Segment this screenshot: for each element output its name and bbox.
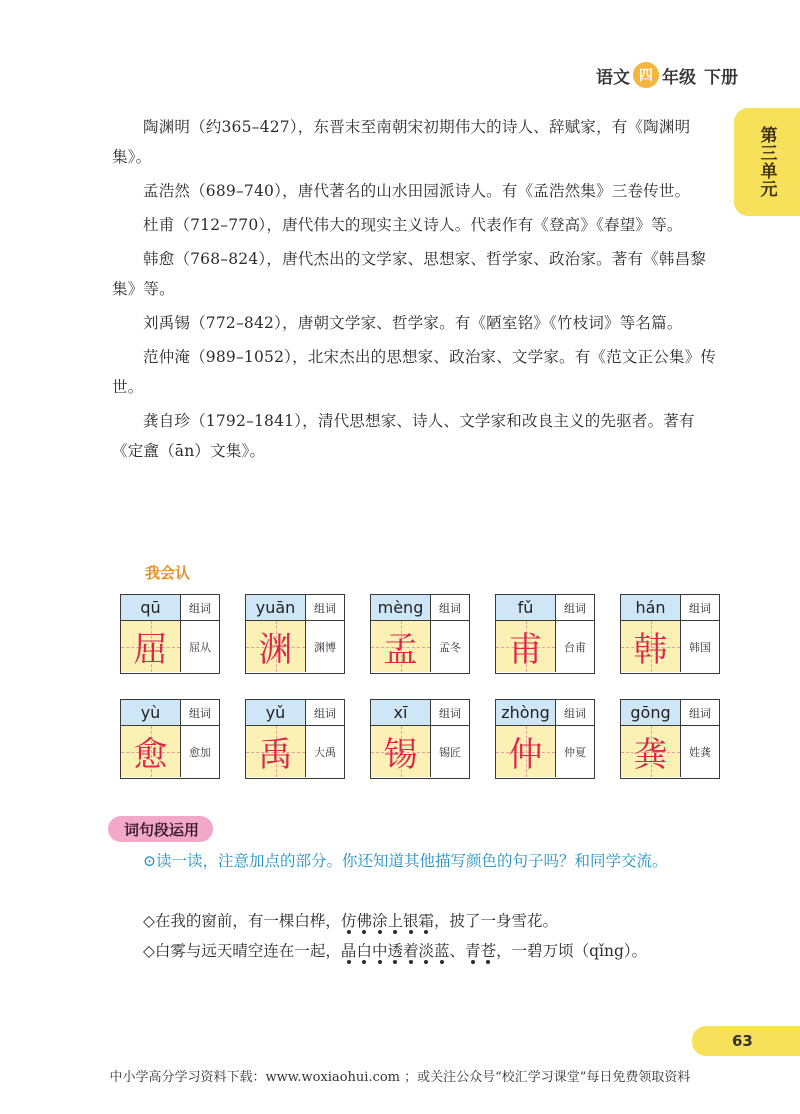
word-label: 组词 [314,706,336,720]
example-text: ，披了一身雪花。 [434,912,559,930]
tianzige-box [621,726,681,777]
page-number: 63 [692,1026,800,1056]
emphasis-char: 苍 [480,942,497,960]
emphasis-char: 涂 [371,912,388,930]
character-card [495,594,595,674]
emphasis-char: 着 [402,942,419,960]
emphasis-char: 佛 [356,912,372,930]
emphasis-char: 银 [402,912,419,930]
word-label: 组词 [564,601,586,615]
tianzige-box [496,621,556,672]
character-card [120,594,220,674]
learn-section-title: 我会认 [145,564,191,582]
page-header [596,62,738,88]
grade-label: 年级 [662,67,696,88]
pinyin: zhòng [496,700,556,725]
word-label: 组词 [189,601,211,615]
tianzige-box [496,726,556,777]
pinyin: qū [121,595,181,620]
example-word: 韩国 [689,640,711,654]
tianzige-box [371,621,431,672]
word-label: 组词 [689,706,711,720]
character-card [370,699,470,779]
dotted-phrase [341,942,450,960]
tianzige-box [371,726,431,777]
emphasis-char: 霜 [418,912,435,930]
character-card [245,699,345,779]
character: 愈 [133,735,168,775]
example-sentence-2 [112,936,722,966]
example-word: 渊博 [314,640,336,654]
character-row [120,594,720,674]
example-word: 姓龚 [689,745,711,759]
unit-side-tab [734,108,800,216]
emphasis-char: 仿 [340,912,357,930]
dotted-phrase [341,912,434,930]
example-word: 愈加 [189,745,211,759]
bio-paragraph: 韩愈（768–824），唐代杰出的文学家、思想家、哲学家、政治家。著有《韩昌黎集》等。 [112,250,706,298]
word-label: 组词 [564,706,586,720]
tianzige-box [246,621,306,672]
emphasis-char: 青 [465,942,481,960]
pinyin: xī [371,700,431,725]
pinyin: gōng [621,700,681,725]
character-card [620,699,720,779]
emphasis-char: 中 [371,942,388,960]
pinyin: yù [121,700,181,725]
word-label: 组词 [189,706,211,720]
character: 仲 [508,735,543,775]
usage-section-title: 词句段运用 [108,816,213,842]
character: 禹 [258,735,293,775]
subject-label: 语文 [596,67,630,88]
character-row [120,699,720,779]
bio-paragraph: 刘禹锡（772–842），唐朝文学家、哲学家。有《陋室铭》《竹枝词》等名篇。 [143,314,683,332]
character-grid [120,594,720,804]
pinyin: yuān [246,595,306,620]
dotted-phrase [465,942,496,960]
character: 龚 [633,735,668,775]
character-card [495,699,595,779]
poet-biographies [112,112,722,470]
character: 甫 [508,630,543,670]
example-word: 屈从 [189,640,211,654]
example-sentence-1 [112,906,722,936]
tianzige-box [246,726,306,777]
tianzige-box [121,726,181,777]
volume-label: 下册 [704,67,738,88]
emphasis-char: 晶 [340,942,357,960]
pinyin: mèng [371,595,431,620]
emphasis-char: 白 [356,942,372,960]
example-text: 、 [449,942,466,960]
word-label: 组词 [689,601,711,615]
example-word: 大禹 [314,745,336,759]
example-text: ，一碧万顷（qǐng）。 [496,942,648,960]
bio-paragraph: 范仲淹（989–1052），北宋杰出的思想家、政治家、文学家。有《范文正公集》传世。 [112,348,717,396]
character-card [245,594,345,674]
example-word: 锡匠 [439,745,461,759]
footer-notice: 中小学高分学习资料下载：www.woxiaohui.com ；或关注公众号“校汇学习课堂”每日免费领取资料 [109,1070,691,1085]
emphasis-char: 上 [387,912,403,930]
bio-paragraph: 孟浩然（689–740），唐代著名的山水田园派诗人。有《孟浩然集》三卷传世。 [143,182,691,200]
word-label: 组词 [439,706,461,720]
example-word: 台甫 [564,640,586,654]
word-label: 组词 [314,601,336,615]
character: 渊 [258,630,293,670]
example-word: 孟冬 [439,640,461,654]
usage-instruction: ⊙读一读，注意加点的部分。你还知道其他描写颜色的句子吗？和同学交流。 [143,852,668,870]
example-text: ◇在我的窗前，有一棵白桦， [143,912,341,930]
character: 韩 [633,630,668,670]
character: 锡 [383,735,418,775]
character: 屈 [133,630,168,670]
pinyin: yǔ [246,700,306,725]
emphasis-char: 透 [387,942,403,960]
pinyin: hán [621,595,681,620]
character: 孟 [383,630,418,670]
character-card [120,699,220,779]
character-card [620,594,720,674]
emphasis-char: 蓝 [434,942,450,960]
bio-paragraph: 杜甫（712–770），唐代伟大的现实主义诗人。代表作有《登高》《春望》等。 [143,216,683,234]
pinyin: fǔ [496,595,556,620]
word-label: 组词 [439,601,461,615]
character-card [370,594,470,674]
unit-label: 第三单元 [756,126,777,198]
emphasis-char: 淡 [418,942,435,960]
example-word: 仲夏 [564,745,586,759]
bio-paragraph: 龚自珍（1792–1841），清代思想家、诗人、文学家和改良主义的先驱者。著有《定盦（ān）文集》。 [112,412,695,460]
bio-paragraph: 陶渊明（约365–427），东晋末至南朝宋初期伟大的诗人、辞赋家，有《陶渊明集》。 [112,118,691,166]
tianzige-box [121,621,181,672]
tianzige-box [621,621,681,672]
grade-number-badge: 四 [633,62,659,88]
example-text: ◇白雾与远天晴空连在一起， [143,942,341,960]
